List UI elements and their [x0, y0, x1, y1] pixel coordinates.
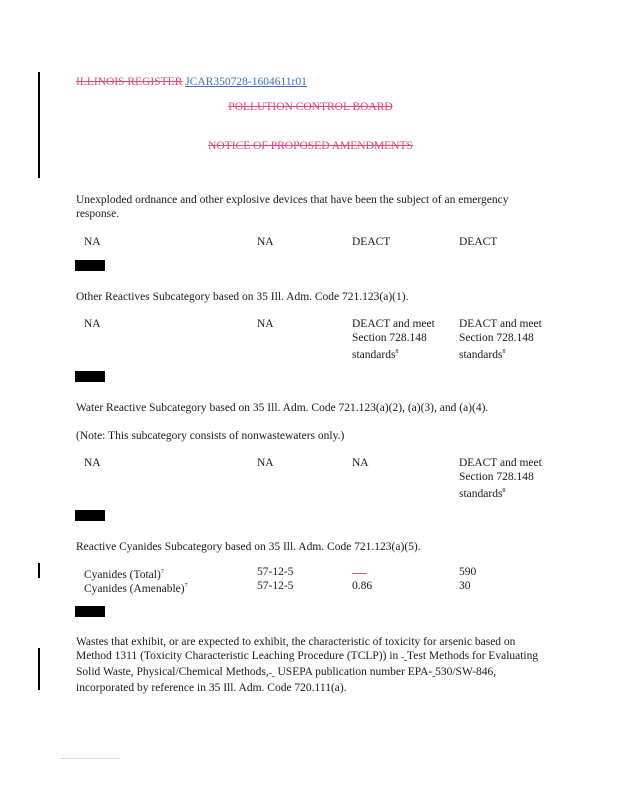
other-cell-4-line-1: DEACT and meet — [459, 318, 542, 330]
explosive-cell-3: DEACT — [352, 236, 391, 248]
water-cell-4-line-3 — [459, 484, 542, 501]
other-cell-3-line-3 — [352, 345, 435, 362]
water-cell-1: NA — [84, 457, 101, 469]
other-cell-3-line-1: DEACT and meet — [352, 318, 435, 330]
cyanide-ww: 0.86 — [352, 580, 373, 592]
water-reactive-heading: Water Reactive Subcategory based on 35 Ill. Adm. Code 721.123(a)(2), (a)(3), and (a)(4). — [76, 402, 489, 414]
other-cell-3-line-2: Section 728.148 — [352, 332, 427, 344]
redaction-box — [75, 371, 105, 382]
redaction-box — [75, 260, 105, 271]
redaction-box — [75, 606, 105, 617]
deleted-value-mark — [352, 571, 367, 577]
change-bar-top — [38, 72, 40, 178]
water-cell-4 — [459, 456, 542, 501]
footnote-marker: 7 — [160, 569, 164, 575]
toxicity-text-3: USEPA publication number EPA- — [277, 666, 433, 678]
water-cell-4-line-1: DEACT and meet — [459, 457, 542, 469]
board-title: POLLUTION CONTROL BOARD — [228, 101, 393, 113]
explosive-cell-1: NA — [84, 236, 101, 248]
footnote-marker: 8 — [502, 488, 506, 494]
cyanide-row-amenable — [84, 579, 188, 596]
explosive-cell-4: DEACT — [459, 236, 498, 248]
cyanide-nww: 590 — [459, 566, 477, 578]
water-cell-2: NA — [257, 457, 274, 469]
other-cell-4-line-2: Section 728.148 — [459, 332, 534, 344]
toxicity-text-2: Test Methods for Evaluating Solid Waste, Physical/Chemical Methods, — [76, 650, 539, 678]
footnote-marker: 7 — [184, 583, 188, 589]
register-header — [76, 76, 307, 88]
water-cell-4-line-2: Section 728.148 — [459, 471, 534, 483]
cyanide-name: Cyanides (Total) — [84, 568, 161, 581]
register-inserted-text: JCAR350728-1604611r01 — [185, 76, 307, 88]
redaction-box — [75, 510, 105, 521]
explosive-cell-2: NA — [257, 236, 274, 248]
explosive-description: Unexploded ordnance and other explosive devices that have been the subject of an emergency response. — [76, 194, 509, 220]
notice-title: NOTICE OF PROPOSED AMENDMENTS — [208, 140, 413, 152]
toxicity-text-4: 530/SW-846, incorporated by reference in 35 Ill. Adm. Code 720.111(a). — [76, 666, 497, 694]
water-cell-3: NA — [352, 457, 369, 469]
water-cell-4-standards: standards — [459, 487, 503, 500]
toxicity-text-1: Wastes that exhibit, or are expected to exhibit, the characteristic of toxicity for arsenic based on Method 1311 (Toxicity Characteristic Leaching Procedure (TCLP)) in — [76, 636, 516, 662]
cyanide-cas: 57-12-5 — [257, 580, 294, 592]
other-cell-4-line-3 — [459, 345, 542, 362]
other-cell-4-standards: standards — [459, 348, 503, 361]
change-bar-bottom — [38, 648, 40, 690]
cyanide-name: Cyanides (Amenable) — [84, 582, 185, 595]
other-cell-3-standards: standards — [352, 348, 396, 361]
cyanides-heading: Reactive Cyanides Subcategory based on 35 Ill. Adm. Code 721.123(a)(5). — [76, 541, 421, 553]
register-struck-text: ILLINOIS REGISTER — [76, 76, 183, 88]
other-cell-1: NA — [84, 318, 101, 330]
other-cell-2: NA — [257, 318, 274, 330]
cyanide-nww: 30 — [459, 580, 471, 592]
other-cell-4 — [459, 317, 542, 362]
footnote-marker: 8 — [502, 349, 506, 355]
toxicity-paragraph — [76, 635, 546, 695]
inserted-mark — [272, 666, 275, 678]
other-cell-3 — [352, 317, 435, 362]
scan-artifact-line — [60, 758, 120, 759]
change-bar-mid — [38, 563, 40, 578]
footnote-marker: 8 — [395, 349, 399, 355]
other-reactives-heading: Other Reactives Subcategory based on 35 Ill. Adm. Code 721.123(a)(1). — [76, 291, 409, 303]
water-reactive-note: (Note: This subcategory consists of nonwastewaters only.) — [76, 430, 345, 442]
cyanide-cas: 57-12-5 — [257, 566, 294, 578]
